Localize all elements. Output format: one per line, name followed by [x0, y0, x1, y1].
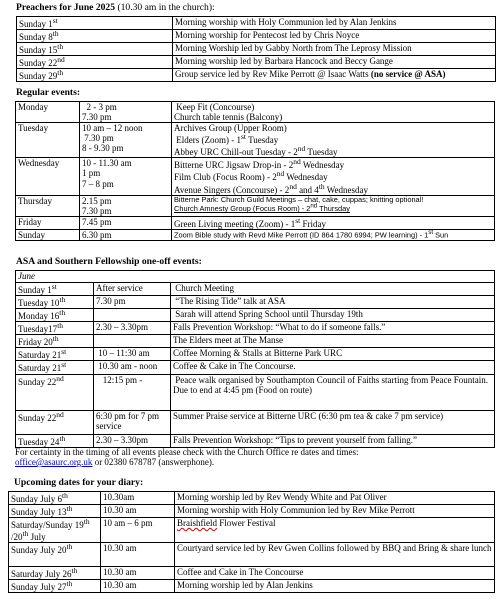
oneoff-date: Saturday 21st	[16, 361, 94, 374]
diary-date: Saturday July 26th	[9, 567, 101, 580]
table-row	[16, 348, 495, 361]
table-row	[17, 30, 496, 43]
oneoff-time: After service	[94, 283, 171, 296]
diary-time: 10.30 am	[101, 580, 175, 593]
oneoff-event: Coffee Morning & Stalls at Bitterne Park URC	[171, 348, 495, 361]
oneoff-time: 6:30 pm for 7 pm service	[94, 410, 171, 434]
regular-times: 7.45 pm	[80, 216, 172, 229]
regular-times: 2.15 pm 7.30 pm	[80, 195, 172, 216]
oneoff-date: Tuesday 10th	[16, 296, 94, 309]
regular-day: Friday	[16, 216, 80, 229]
preacher-text	[173, 69, 496, 82]
oneoff-date: Monday 16th	[16, 309, 94, 322]
regular-events: Green Living meeting (Zoom) - 1st Friday	[172, 216, 495, 229]
diary-event: Morning worship with Holy Communion led by Rev Mike Perrott	[175, 505, 495, 518]
regular-times: 2 - 3 pm 7.30 pm	[80, 102, 172, 123]
diary-date: Sunday July 27th	[9, 580, 101, 593]
regular-times: 10 am – 12 noon 7.30 pm 8 - 9.30 pm	[80, 123, 172, 158]
preacher-date: Sunday 29th	[17, 69, 173, 82]
oneoff-event: Falls Prevention Workshop: “What to do if someone falls.”	[171, 322, 495, 335]
preachers-heading-text: Preachers for June 2025	[16, 2, 116, 13]
oneoff-date: Sunday 22nd	[16, 374, 94, 410]
preacher-date: Sunday 15th	[17, 43, 173, 56]
oneoff-time: 12:15 pm -	[94, 374, 171, 410]
preacher-text: Morning worship for Pentecost led by Chris Noyce	[173, 30, 496, 43]
table-row	[9, 543, 495, 567]
oneoff-event: Falls Prevention Workshop: “Tips to prevent yourself from falling.”	[171, 434, 495, 447]
table-row	[9, 567, 495, 580]
oneoff-date: Tuesday17th	[16, 322, 94, 335]
regular-events: Archives Group (Upper Room) Elders (Zoom) - 1st Tuesday Abbey URC Chill-out Tuesday - 2nd Tuesday	[172, 123, 495, 158]
regular-day: Sunday	[16, 229, 80, 240]
table-row	[16, 374, 495, 410]
office-email-link[interactable]: office@asaurc.org.uk	[15, 457, 93, 468]
diary-date: Sunday July 13th	[9, 505, 101, 518]
diary-time: 10.30am	[101, 492, 175, 505]
table-row	[16, 410, 495, 434]
table-row	[17, 56, 496, 69]
preachers-heading-note: (10.30 am in the church):	[117, 2, 215, 13]
table-row	[9, 518, 495, 543]
oneoff-event: Coffee & Cake in The Concourse.	[171, 361, 495, 374]
table-row	[16, 322, 495, 335]
preacher-text: Morning worship with Holy Communion led by Alan Jenkins	[173, 17, 496, 30]
oneoff-time: 10 – 11:30 am	[94, 348, 171, 361]
diary-time: 10 am – 6 pm	[101, 518, 175, 543]
diary-event: Courtyard service led by Rev Gwen Collins followed by BBQ and Bring & share lunch	[175, 543, 495, 567]
diary-event-flagged: Braishfield	[177, 518, 217, 529]
table-row	[16, 271, 495, 283]
diary-table	[8, 491, 495, 593]
preacher-date: Sunday 8th	[17, 30, 173, 43]
oneoff-time: 2.30 – 3.30pm	[94, 434, 171, 447]
oneoff-date: Sunday 22nd	[16, 410, 94, 434]
oneoff-event: “The Rising Tide” talk at ASA	[171, 296, 495, 309]
oneoff-event: Summer Praise service at Bitterne URC (6:30 pm tea & cake 7 pm service)	[171, 410, 495, 434]
regular-day: Thursday	[16, 195, 80, 216]
preachers-heading	[16, 3, 215, 14]
oneoff-table	[15, 270, 495, 448]
oneoff-time	[94, 335, 171, 348]
table-row	[17, 17, 496, 30]
table-row	[9, 580, 495, 593]
regular-events: Keep Fit (Concourse) Church table tennis (Balcony)	[172, 102, 495, 123]
oneoff-month: June	[16, 271, 495, 283]
table-row	[16, 361, 495, 374]
preachers-table	[16, 16, 496, 82]
preacher-text: Morning worship led by Barbara Hancock and Beccy Gange	[173, 56, 496, 69]
regular-day: Wednesday	[16, 158, 80, 195]
table-row	[9, 505, 495, 518]
diary-date: Sunday July 20th	[9, 543, 101, 567]
table-row	[9, 492, 495, 505]
oneoff-date: Tuesday 24th	[16, 434, 94, 447]
diary-time: 10.30 am	[101, 543, 175, 567]
diary-date: Saturday/Sunday 19th /20th July	[9, 518, 101, 543]
regular-table	[15, 101, 495, 241]
oneoff-time: 10.30 am - noon	[94, 361, 171, 374]
table-row	[16, 229, 495, 240]
oneoff-event: Sarah will attend Spring School until Thursday 19th	[171, 309, 495, 322]
table-row	[17, 43, 496, 56]
diary-time: 10.30 am	[101, 505, 175, 518]
table-row	[16, 195, 495, 216]
regular-events: Bitterne URC Jigsaw Drop-in - 2nd Wednesday Film Club (Focus Room) - 2nd Wednesday Avenue Singers (Concourse) - 2nd and 4th Wednesday	[172, 158, 495, 195]
oneoff-date: Sunday 1st	[16, 283, 94, 296]
diary-event: Morning worship led by Rev Wendy White and Pat Oliver	[175, 492, 495, 505]
diary-date: Sunday July 6th	[9, 492, 101, 505]
preacher-text-bold: (no service @ ASA)	[370, 69, 446, 80]
table-row	[16, 283, 495, 296]
oneoff-time: 2.30 – 3.30pm	[94, 322, 171, 335]
preacher-date: Sunday 22nd	[17, 56, 173, 69]
diary-event	[175, 518, 495, 543]
oneoff-event: Church Meeting	[171, 283, 495, 296]
regular-times: 10 - 11.30 am 1 pm 7 – 8 pm	[80, 158, 172, 195]
office-note	[15, 447, 358, 467]
preacher-date: Sunday 1st	[17, 17, 173, 30]
diary-event-rest: Flower Festival	[217, 518, 276, 529]
table-row	[17, 69, 496, 82]
preacher-text-main: Group service led by Rev Mike Perrott @ Isaac Watts	[175, 69, 371, 80]
regular-events: Bitterne Park: Church Guild Meetings – chat, cake, cuppas; knitting optional! Church Amnesty Group (Focus Room) - 2nd Thursday	[172, 195, 495, 216]
office-note-line2: or 02380 678787 (answerphone).	[92, 457, 215, 468]
diary-event: Coffee and Cake in The Concourse	[175, 567, 495, 580]
oneoff-time: 7.30 pm	[94, 296, 171, 309]
regular-heading: Regular events:	[16, 87, 81, 98]
oneoff-heading: ASA and Southern Fellowship one-off events:	[16, 256, 202, 267]
oneoff-time	[94, 309, 171, 322]
diary-event: Morning worship led by Alan Jenkins	[175, 580, 495, 593]
table-row	[16, 296, 495, 309]
diary-heading: Upcoming dates for your diary:	[14, 477, 144, 488]
oneoff-date: Saturday 21st	[16, 348, 94, 361]
table-row	[16, 335, 495, 348]
oneoff-date: Friday 20th	[16, 335, 94, 348]
table-row	[16, 158, 495, 195]
regular-day: Monday	[16, 102, 80, 123]
oneoff-event: The Elders meet at The Manse	[171, 335, 495, 348]
diary-time: 10.30 am	[101, 567, 175, 580]
table-row	[16, 309, 495, 322]
table-row	[16, 216, 495, 229]
table-row	[16, 123, 495, 158]
regular-day: Tuesday	[16, 123, 80, 158]
oneoff-event: Peace walk organised by Southampton Council of Faiths starting from Peace Fountain. Due to end at 4:45 pm (Food on route)	[171, 374, 495, 410]
table-row	[16, 102, 495, 123]
table-row	[16, 434, 495, 447]
regular-events: Zoom Bible study with Revd Mike Perrott (ID 864 1780 6994; PW learning) - 1st Sun	[172, 229, 495, 240]
preacher-text: Morning Worship led by Gabby North from The Leprosy Mission	[173, 43, 496, 56]
office-note-line1: For certainty in the timing of all events please check with the Church Office re dates and times:	[15, 447, 359, 457]
regular-times: 6.30 pm	[80, 229, 172, 240]
